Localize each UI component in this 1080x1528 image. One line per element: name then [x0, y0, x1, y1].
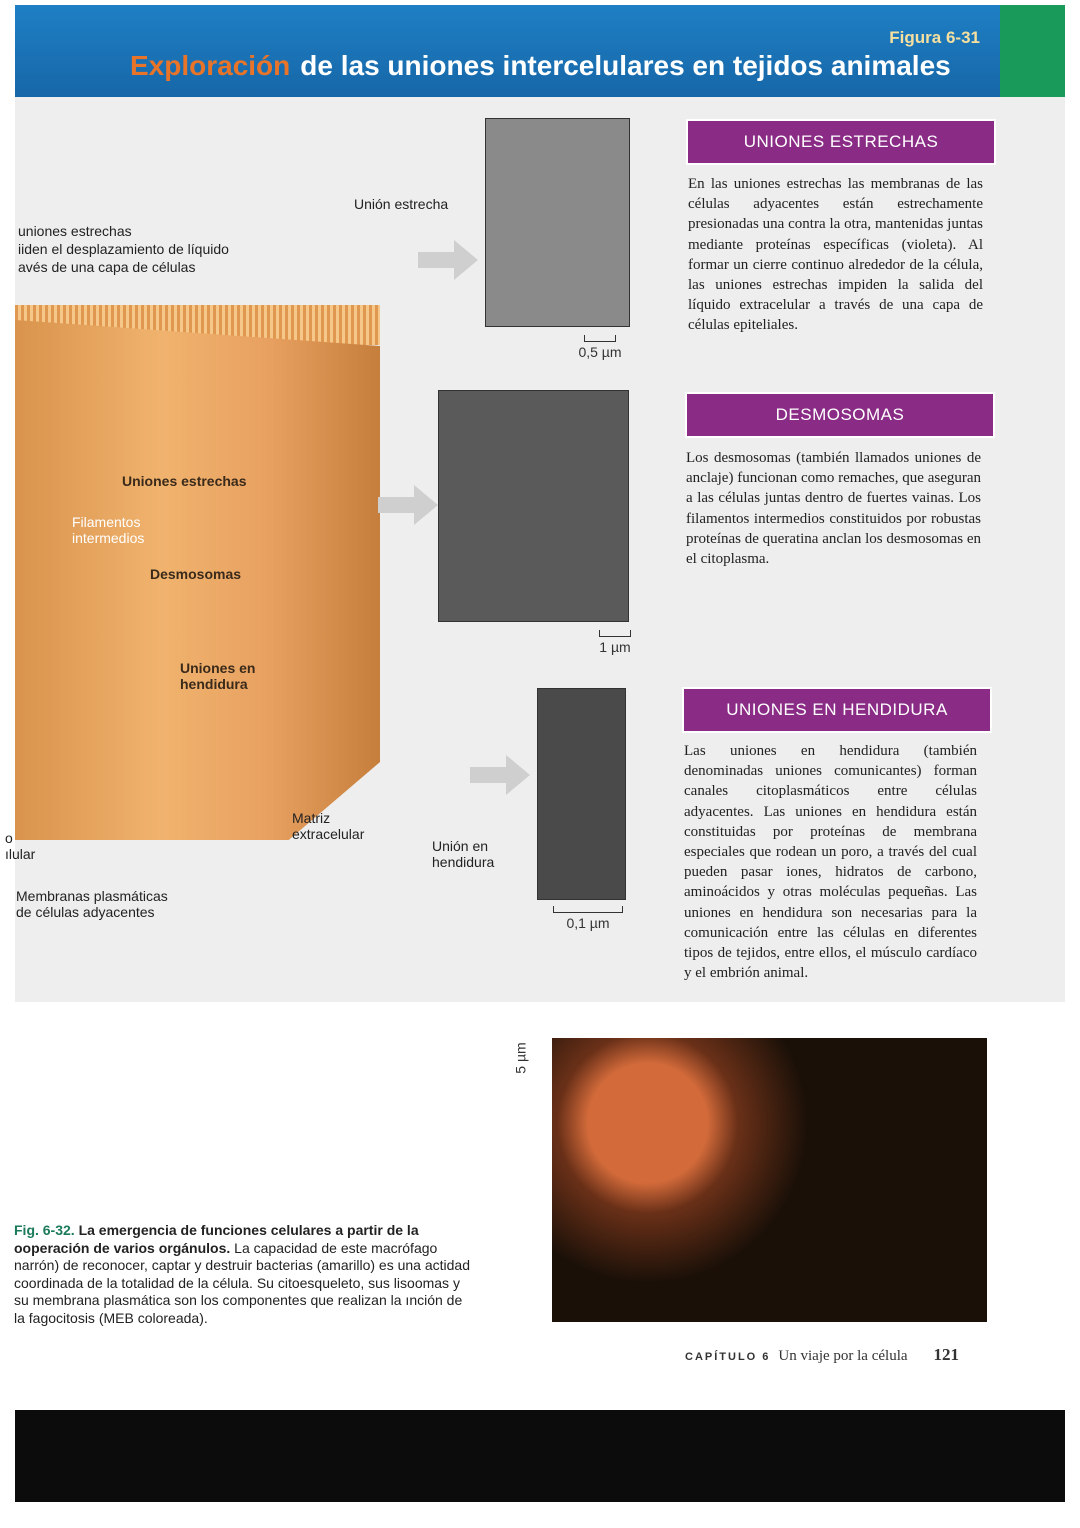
micrograph-gap-junction	[537, 688, 626, 900]
title-rest: de las uniones intercelulares en tejidos animales	[300, 50, 951, 81]
caption-text: La capacidad de este macrófago narrón) de reconocer, captar y destruir bacterias (amarillo) es una actidad coordinada de la totalidad de la célula. Su citoesqueleto, sus lisoomas y su membrana plasmática son los componentes que realizan la ınción de la fagocitosis (MEB coloreada).	[14, 1239, 470, 1326]
callout-gap-junction: Unión en hendidura	[432, 838, 495, 870]
scale-bar	[585, 630, 645, 655]
page-number: 121	[933, 1345, 960, 1364]
heading-gap-junctions: UNIONES EN HENDIDURA	[682, 687, 992, 733]
macrophage-photo	[552, 1038, 987, 1322]
callout-tight-junction: Unión estrecha	[354, 196, 449, 212]
label-cut-2: ılular	[5, 846, 36, 862]
caption-title: La emergencia de funciones celulares a partir de la ooperación de varios orgánulos.	[14, 1222, 419, 1256]
label-filaments: Filamentos intermedios	[72, 514, 145, 546]
figure-label: Figura 6-31	[889, 28, 980, 47]
footer-chapter: CAPÍTULO 6	[685, 1351, 771, 1363]
scale-label: 0,1 µm	[566, 915, 610, 931]
heading-tight-junctions: UNIONES ESTRECHAS	[686, 119, 996, 165]
scale-label: 0,5 µm	[578, 344, 622, 360]
note-line: avés de una capa de células	[18, 259, 196, 275]
chapter-tab	[1000, 5, 1065, 97]
text-gap-junctions: Las uniones en hendidura (también denominadas uniones comunicantes) forman canales citoplasmáticos entre células adyacentes. Las uniones en hendidura están constituidas por proteínas de membrana especiales que rodean un poro, a través del cual pueden pasar iones, hidratos de carbono, aminoácidos y otras moléculas pequeñas. Las uniones en hendidura son necesarias para la comunicación entre las células en diferentes tipos de tejidos, entre ellos, el músculo cardíaco y el embrión animal.	[684, 743, 977, 982]
micrograph-tight-junction	[485, 118, 630, 327]
note-line: iiden el desplazamiento de líquido	[18, 241, 229, 257]
scan-border	[15, 1410, 1065, 1502]
label-matrix: Matriz extracelular	[292, 810, 365, 842]
scale-bar	[553, 906, 623, 931]
scale-label: 1 µm	[599, 639, 631, 655]
figure-caption	[14, 1222, 474, 1327]
label-gap-junctions: Uniones en hendidura	[180, 660, 256, 692]
label-desmosomes: Desmosomas	[150, 566, 242, 582]
page-footer	[685, 1345, 959, 1365]
caption-fig-number: Fig. 6-32.	[14, 1222, 75, 1238]
heading-desmosomes: DESMOSOMAS	[685, 392, 995, 438]
footer-title: Un viaje por la célula	[778, 1348, 908, 1364]
title-highlight: Exploración	[130, 50, 291, 81]
label-membranes: Membranas plasmáticas de células adyacentes	[16, 888, 168, 920]
micrograph-desmosome	[438, 390, 629, 622]
left-note	[18, 222, 229, 276]
label-tight-junctions: Uniones estrechas	[122, 473, 247, 489]
label-cut-1: o	[5, 830, 13, 846]
scale-label-5um: 5 µm	[512, 1042, 529, 1074]
text-desmosomes: Los desmosomas (también llamados uniones de anclaje) funcionan como remaches, que aseguran a las células juntas dentro de fuertes vainas. Los filamentos intermedios constituidos por robustas proteínas de queratina anclan los desmosomas en el citoplasma.	[686, 450, 981, 568]
note-line: uniones estrechas	[18, 223, 132, 239]
scale-bar	[570, 335, 630, 360]
page-title	[130, 50, 951, 82]
text-tight-junctions: En las uniones estrechas las membranas de las células adyacentes están estrechamente presionadas una contra la otra, mantenidas juntas mediante proteínas específicas (violeta). Al formar un cierre continuo alrededor de la célula, las uniones estrechas impiden la salida del líquido extracelular a través de una capa de células epiteliales.	[688, 176, 983, 334]
